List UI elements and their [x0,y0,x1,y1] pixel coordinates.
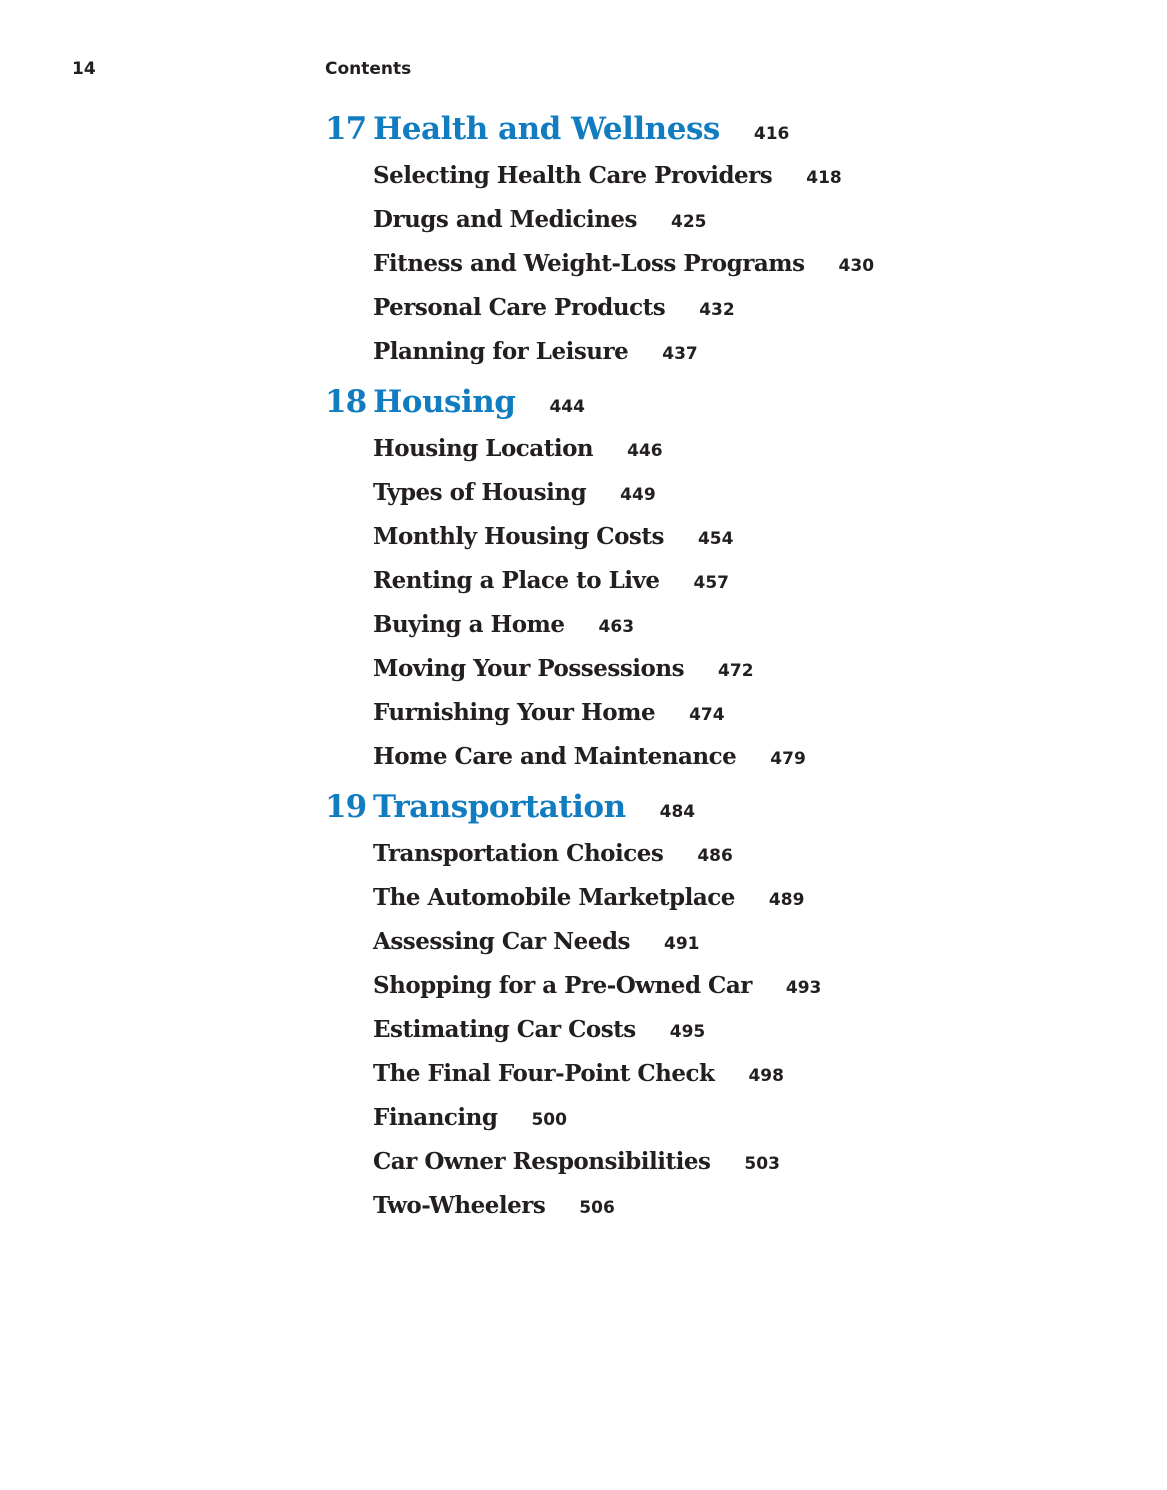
toc-section-row [373,842,1085,868]
toc-section-row [373,1106,1085,1132]
section-title: Transportation Choices [373,840,664,867]
section-title: Buying a Home [373,611,565,638]
section-title: Personal Care Products [373,294,666,321]
section-title: Monthly Housing Costs [373,523,664,550]
section-page-number: 479 [770,749,806,769]
section-page-number: 432 [699,300,735,320]
chapter-title: Transportation [373,789,626,825]
toc-section-row [373,340,1085,366]
chapter-title: Housing [373,384,516,420]
toc-section-row [373,208,1085,234]
section-title: Planning for Leisure [373,338,629,365]
toc-section-row [373,1062,1085,1088]
toc-section-row [373,886,1085,912]
toc [325,112,1085,1238]
toc-section-row [373,569,1085,595]
section-page-number: 486 [697,846,733,866]
chapter-page-number: 484 [659,802,696,822]
section-page-number: 418 [806,168,842,188]
section-page-number: 463 [598,617,635,637]
section-page-number: 503 [744,1154,780,1174]
section-page-number: 449 [620,485,656,505]
section-page-number: 446 [627,441,663,461]
toc-section-row [373,745,1085,771]
chapter-sections [373,437,1085,771]
toc-section-row [373,974,1085,1000]
section-page-number: 425 [671,212,707,232]
toc-chapter [325,790,1085,1220]
section-page-number: 430 [838,256,875,276]
section-page-number: 472 [718,661,754,681]
section-title: Estimating Car Costs [373,1016,636,1043]
section-page-number: 489 [768,890,805,910]
chapter-heading [325,385,1085,424]
section-page-number: 500 [531,1110,567,1130]
section-title: Two-Wheelers [373,1192,546,1219]
toc-section-row [373,437,1085,463]
page-folio: 14 [72,59,96,79]
section-title: Shopping for a Pre-Owned Car [373,972,752,999]
toc-section-row [373,930,1085,956]
toc-section-row [373,1194,1085,1220]
section-page-number: 437 [662,344,698,364]
toc-section-row [373,525,1085,551]
chapter-heading [325,112,1085,151]
chapter-page-number: 416 [753,124,790,144]
chapter-number: 19 [325,789,367,825]
section-title: Drugs and Medicines [373,206,637,233]
section-title: Renting a Place to Live [373,567,660,594]
chapter-page-number: 444 [549,397,585,417]
toc-section-row [373,613,1085,639]
toc-chapter [325,385,1085,771]
section-title: Moving Your Possessions [373,655,685,682]
toc-section-row [373,164,1085,190]
section-page-number: 474 [689,705,725,725]
section-title: Types of Housing [373,479,587,506]
chapter-heading [325,790,1085,829]
section-page-number: 493 [785,978,822,998]
section-title: Assessing Car Needs [373,928,630,955]
toc-section-row [373,252,1085,278]
toc-section-row [373,701,1085,727]
section-page-number: 457 [693,573,730,593]
toc-section-row [373,1150,1085,1176]
section-title: The Automobile Marketplace [373,884,735,911]
section-page-number: 491 [663,934,700,954]
chapter-sections [373,842,1085,1220]
section-title: Selecting Health Care Providers [373,162,773,189]
toc-chapter [325,112,1085,366]
running-head: Contents [325,59,412,79]
chapter-number: 17 [325,111,367,147]
section-title: Furnishing Your Home [373,699,656,726]
section-page-number: 498 [748,1066,784,1086]
chapter-title: Health and Wellness [373,111,720,147]
section-title: Home Care and Maintenance [373,743,737,770]
toc-section-row [373,296,1085,322]
section-page-number: 454 [697,529,734,549]
chapter-number: 18 [325,384,367,420]
section-title: Financing [373,1104,498,1131]
toc-section-row [373,657,1085,683]
toc-section-row [373,481,1085,507]
chapter-sections [373,164,1085,366]
section-title: Car Owner Responsibilities [373,1148,711,1175]
section-page-number: 506 [579,1198,615,1218]
section-page-number: 495 [669,1022,706,1042]
toc-section-row [373,1018,1085,1044]
section-title: Housing Location [373,435,594,462]
section-title: The Final Four-Point Check [373,1060,715,1087]
section-title: Fitness and Weight-Loss Programs [373,250,805,277]
